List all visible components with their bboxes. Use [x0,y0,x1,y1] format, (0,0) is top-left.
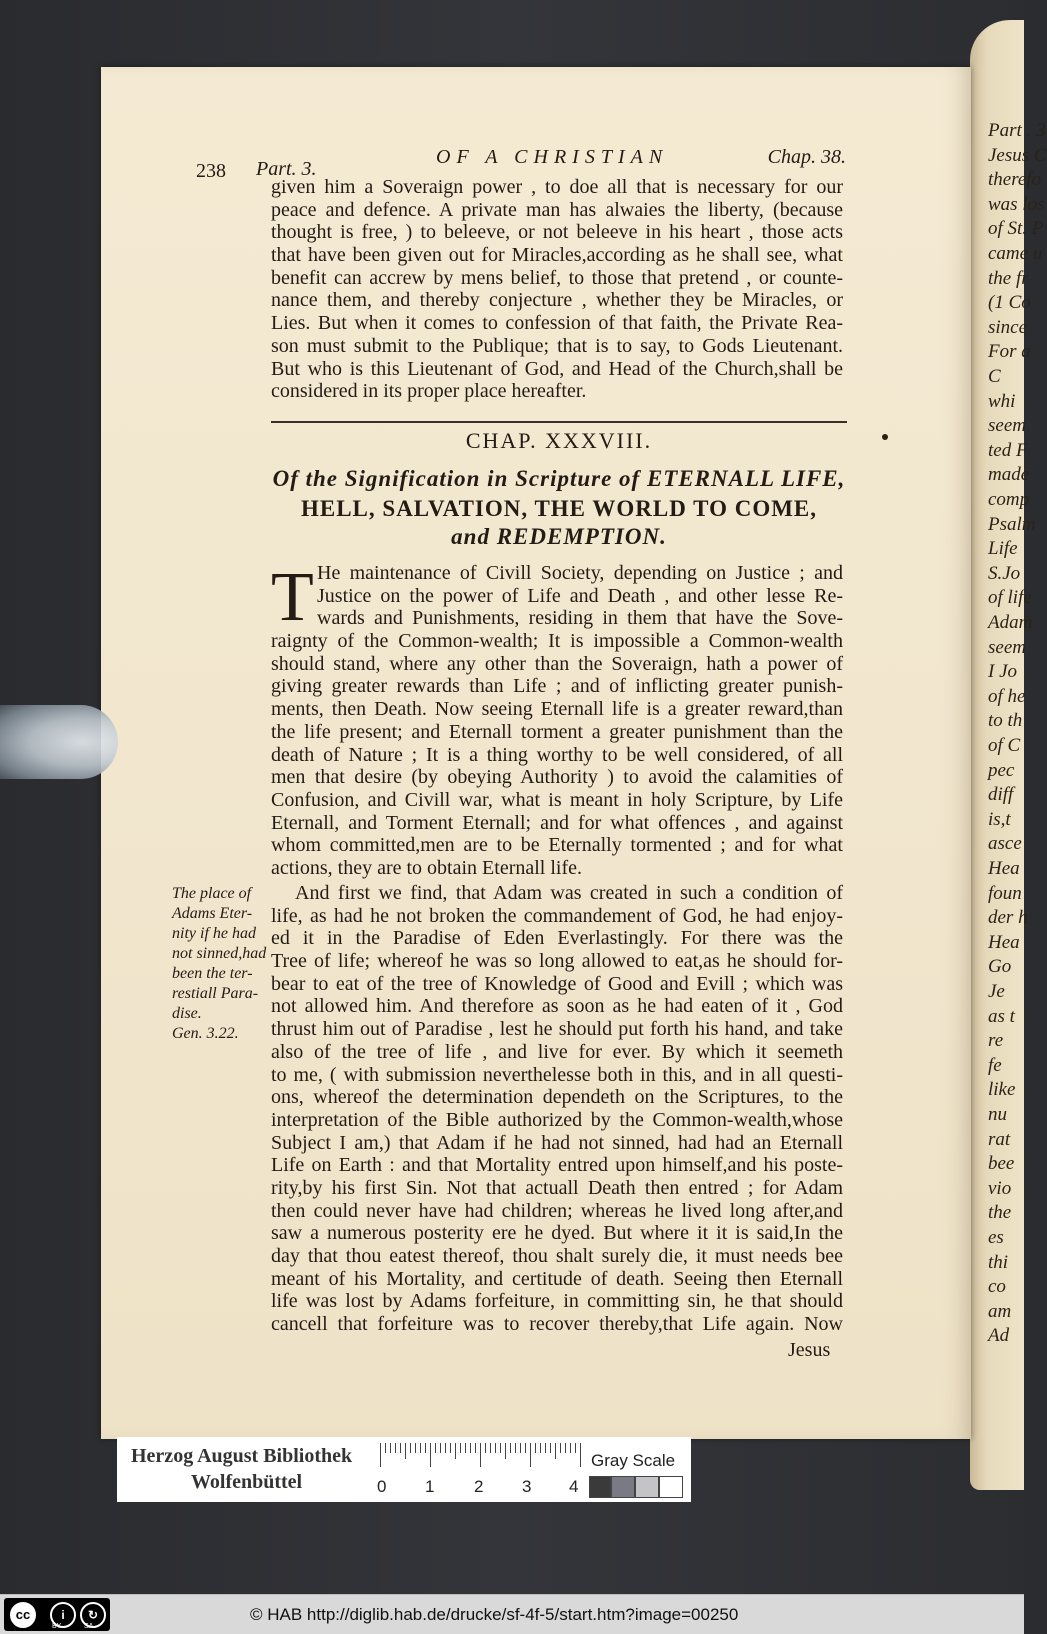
ruler-tick [575,1443,576,1453]
next-page-fragment: S.Jo [988,562,1021,584]
next-page-fragment: (1 Co [988,292,1031,314]
text-line: that have been given out for Miracles,according as he shall see, what [271,244,843,267]
text-line: ons, whereof the determination dependeth on the Scriptures, to the [271,1086,843,1109]
ruler-tick [480,1443,481,1467]
text-line: Life on Earth : and that Mortality entred upon himself,and his poste- [271,1154,843,1177]
library-name: Herzog August Bibliothek [131,1445,353,1467]
tick-label: 4 [569,1477,579,1496]
next-page-fragment: Go [988,956,1012,978]
text-line: Tree of life; whereof he was so long allowed to eat,as he should for- [271,950,843,973]
ruler-tick [390,1443,391,1453]
next-page-fragment: like [988,1079,1016,1101]
text-line: to me, ( with submission neverthelesse both in this, and in all questi- [271,1063,843,1086]
note-line: nity if he had [172,925,256,942]
cc-license-badge[interactable]: cc i ↻ BY SA [4,1598,110,1631]
ruler-tick [525,1443,526,1453]
next-page-fragment: bee [988,1153,1015,1175]
ruler-tick [435,1443,436,1453]
ruler-tick [540,1443,541,1453]
note-line: been the ter- [172,965,253,982]
text-line: ments, then Death. Now seeing Eternall life is a greater reward,than [271,698,843,721]
running-header [196,146,846,182]
next-page-fragment: of St. P [988,218,1044,240]
ruler-tick [545,1443,546,1453]
ruler-tick [460,1443,461,1453]
swatch-mid [611,1476,635,1498]
color-calibration-bar [117,1437,691,1502]
ruler-tick [395,1443,396,1453]
next-page-fragment: nu [988,1104,1007,1125]
tick-label: 1 [425,1477,435,1496]
chapter-reference: Chap. 38. [767,146,846,168]
text-line: bear to eat of the tree of Knowledge of Good and Evill ; which was [271,972,843,995]
swatch-light [635,1476,659,1498]
text-line: son must submit to the Publique; that is to say, to Gods Lieutenant. [271,334,843,357]
text-line: saw a numerous posterity ere he dyed. But where it it is said,In the [271,1222,843,1245]
next-page-fragment: seem [988,415,1026,437]
note-line: The place of [172,885,252,902]
text-line: Confusion, and Civill war, what is meant in holy Scripture, by Life [271,788,843,811]
genesis-reference: Gen. 3.22. [172,1025,239,1042]
text-line: And first we find, that Adam was created in such a condition of [295,882,843,904]
text-line: not allowed him. And therefore as soon as he had eaten of it , God [271,995,843,1018]
next-page-fragment: es [988,1227,1004,1248]
ruler-tick [485,1443,486,1453]
ruler-tick [425,1443,426,1453]
note-line: dise. [172,1005,202,1022]
text-line: interpretation of the Bible authorized by the Common-wealth,whose [271,1108,843,1131]
text-line: Justice on the power of Life and Death , and other lesse Re- [317,584,843,607]
text-line: death of Nature ; It is a thing worthy to be well considered, of all [271,743,843,766]
next-page-fragment: der h [988,907,1028,929]
next-page-fragment: asce [988,833,1022,855]
ruler-tick [440,1443,441,1453]
top-paragraph [271,176,843,403]
next-page-fragment: Part . 3 [988,120,1046,141]
ruler-tick [530,1443,531,1467]
ruler-tick [520,1443,521,1453]
next-page-fragment: Hea [988,858,1020,879]
next-page-fragment: the [988,1202,1012,1224]
ruler-tick [570,1443,571,1453]
ruler-tick [515,1443,516,1453]
ruler-tick [565,1443,566,1453]
text-line: Eternall, and Torment Eternall; and for what offences , and against [271,811,843,834]
text-line: then could never have had children; whereas he lived long after,and [271,1199,843,1222]
text-line: ed it in the Paradise of Eden Everlastingly. For there was the [271,927,843,950]
text-line: raignty of the Common-wealth; It is impossible a Common-wealth [271,630,843,653]
tick-label: 0 [377,1477,387,1496]
ruler-tick [510,1443,511,1453]
section-rule [271,421,847,423]
paragraph-1 [271,559,843,880]
chapter-title-line-3: and REDEMPTION. [451,524,667,549]
ruler-tick [410,1443,411,1453]
text-line: peace and defence. A private man has alwaies the liberty, (because [271,198,843,221]
text-line: nance them, and thereby conjecture , whether they be Miracles, or [271,289,843,312]
next-page-fragment: of life [988,587,1032,609]
ruler-tick [495,1443,496,1453]
tick-label: 2 [474,1477,484,1496]
next-page-fragment: vio [988,1177,1012,1199]
next-page-fragment: thi [988,1251,1009,1273]
ruler-tick [450,1443,451,1453]
text-line: thrust him out of Paradise , lest he should put forth his hand, and take [271,1018,843,1041]
ruler-tick [500,1443,501,1453]
ruler-tick [445,1443,446,1453]
text-line: men that desire (by obeying Authority ) to avoid the calamities of [271,766,843,789]
ruler-tick [430,1443,431,1467]
next-page-fragment: of he [988,685,1026,707]
next-page-fragment: Hea [988,931,1020,953]
next-page-fragment: whi [988,390,1016,412]
drop-cap: T [271,559,314,636]
next-page-fragment: Psalm [988,513,1036,535]
library-city: Wolfenbüttel [191,1471,303,1493]
ruler-tick [535,1443,536,1453]
text-line: given him a Soveraign power , to doe all that is necessary for our [271,176,843,198]
ruler-tick [490,1443,491,1453]
text-line: day that thou eatest thereof, thou shalt surely die, it must needs bee [271,1245,843,1267]
next-page-fragment: therefo [988,169,1042,191]
next-page-fragment: comp [988,489,1030,510]
ruler-tick [400,1443,401,1453]
next-page-fragment: was los [988,193,1045,215]
share-alike-icon: ↻ [80,1602,106,1628]
note-line: restiall Para- [172,985,259,1002]
note-line: not sinned,had [172,945,267,962]
next-page-fragment: Je [988,981,1005,1002]
text-line: rity,by his first Sin. Not that actuall Death then entred ; for Adam [271,1176,843,1199]
next-page-fragment: Jesus C [988,144,1047,166]
text-line: meant of his Mortality, and certitude of death. Seeing then Eternall [271,1267,843,1290]
ruler-tick [550,1443,551,1453]
next-page-fragment: of C [988,735,1021,756]
page-number: 238 [196,160,226,182]
next-page-fragment: as t [988,1005,1015,1027]
gray-scale-label: Gray Scale [591,1451,676,1470]
ruler-tick [405,1443,406,1459]
text-line: life was lost by Adams forfeiture, in committing sin, he that should [271,1290,843,1313]
next-page-fragment: re [988,1030,1004,1052]
next-page-fragment: since [988,316,1028,338]
next-page-fragment: is,t [988,808,1011,830]
attribution-icon: i [50,1602,76,1628]
ruler-tick [555,1443,556,1459]
ruler-tick [420,1443,421,1453]
next-page-fragment: Adam [988,612,1033,633]
next-page-fragment: I Jo [988,661,1018,683]
margin-note-adam [172,884,268,1024]
next-page-fragment: the fr [988,267,1029,289]
source-url[interactable]: © HAB http://diglib.hab.de/drucke/sf-4f-5/start.htm?image=00250 [250,1605,739,1624]
next-page-fragment: seem [988,636,1026,658]
next-page-fragment: fe [988,1054,1002,1076]
next-page-fragment: foun [988,882,1022,904]
next-page-fragment: Ad [988,1325,1010,1347]
ruler-tick [505,1443,506,1459]
next-page-fragment: diff [988,784,1014,806]
ruler-tick [465,1443,466,1453]
next-page-fragment: rat [988,1128,1011,1150]
text-line: considered in its proper place hereafter. [271,380,587,403]
ink-dot [882,434,888,440]
text-line: wards and Punishments, residing in them that have the Sove- [317,607,843,630]
next-page-fragment: Life [988,538,1018,560]
text-line: Lies. But when it comes to confession of that faith, the Private Rea- [271,312,843,335]
next-page-edge [970,20,1047,1490]
page-clip [0,705,118,779]
text-line: whom committed,men are to be Eternally tormented ; and for what [271,834,843,857]
text-line: He maintenance of Civill Society, depending on Justice ; and [317,562,843,584]
ruler-tick [385,1443,386,1453]
ruler-tick [415,1443,416,1453]
cc-icon: cc [8,1600,38,1630]
scale-ruler [380,1443,580,1469]
next-page-fragment: made [988,464,1030,486]
swatch-dark [589,1476,611,1498]
part-label: Part. 3. [256,158,317,180]
text-line: the life present; and Eternall torment a greater punishment than the [271,720,843,743]
tick-label: 3 [522,1477,532,1496]
next-page-fragment: co [988,1276,1006,1298]
text-line: should stand, where any other than the Soveraign, hath a power of [271,652,843,675]
chapter-title-line-1: Of the Signification in Scripture of ETERNALL LIFE, [272,466,846,491]
next-page-fragment: to th [988,710,1023,732]
chapter-number: CHAP. XXXVIII. [465,428,653,453]
text-line: thought is free, ) to beleeve, or not beleeve in his heart , those acts [271,221,843,244]
margin-note-genesis [172,1024,268,1044]
chapter-title-line-2: HELL, SALVATION, THE WORLD TO COME, [300,496,818,521]
footer-bar [0,1594,1024,1634]
next-page-fragment: For a [988,341,1031,363]
swatch-white [659,1476,683,1498]
text-line: benefit can accrew by mens belief, to those that pretend , or counte- [271,266,843,289]
next-page-fragment: C [988,366,1001,387]
text-line: But who is this Lieutenant of God, and Head of the Church,shall be [271,357,843,380]
paragraph-2 [271,882,843,1336]
catchword: Jesus [788,1339,831,1361]
ruler-tick [470,1443,471,1453]
running-head: OF A CHRISTIAN [436,146,669,168]
ruler-tick [580,1443,581,1467]
note-line: Adams Eter- [172,905,253,922]
ruler-tick [475,1443,476,1453]
text-line: giving greater rewards than Life ; and of inflicting greater punish- [271,675,843,698]
text-line: also of the tree of life , and live for ever. By which it seemeth [271,1040,843,1063]
next-page-fragment: came u [988,243,1043,264]
ruler-tick [455,1443,456,1459]
ruler-tick [560,1443,561,1453]
ruler-tick [380,1443,381,1467]
text-line: Subject I am,) that Adam if he had not sinned, had had an Eternall [271,1131,843,1154]
text-line: actions, they are to obtain Eternall life. [271,856,582,879]
next-page-fragment: am [988,1300,1012,1322]
text-line: cancell that forfeiture was to recover thereby,that Life again. Now [271,1313,843,1336]
next-page-fragment: ted F [988,439,1028,461]
text-line: life, as had he not broken the commandement of God, he had enjoy- [271,904,843,927]
next-page-fragment: pec [988,759,1015,781]
